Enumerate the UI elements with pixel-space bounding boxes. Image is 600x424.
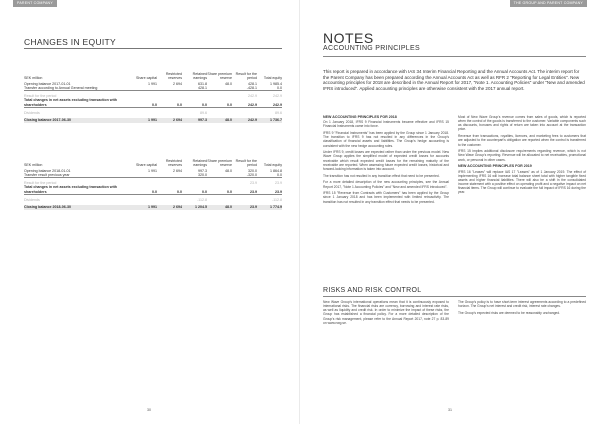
row-label: Total changes in net assets excluding transaction with shareholders (24, 98, 132, 107)
cell-value: 242.9 (232, 118, 257, 122)
cell-value: 23.9 (232, 185, 257, 194)
table-row (24, 98, 282, 107)
header-tag: THE GROUP AND PARENT COMPANY (510, 0, 587, 7)
cell-value: 0.0 (207, 98, 232, 107)
accounting-principles-heading: ACCOUNTING PRINCIPLES (323, 45, 420, 52)
paragraph: Most of New Wave Group's revenue comes from sales of goods, which is reported when the control of the goods is transferred to the customer. Variable components such as discounts, bonuses and rights of return are taken into account at the transaction price. (458, 115, 586, 132)
cell-value: -320.0 (232, 173, 257, 178)
row-label: Closing balance 2018-06-30 (24, 205, 132, 209)
subtitle-divider (323, 56, 586, 57)
cell-value: 23.9 (257, 185, 282, 194)
page-number: 31 (448, 408, 452, 412)
table-row (24, 118, 282, 122)
cell-value: 0.0 (182, 98, 207, 107)
cell-value: 1 991 (132, 118, 157, 122)
notes-column-left (323, 115, 449, 206)
risk-column-left (323, 300, 449, 328)
paragraph: IFRS 16 "Leases" will replace IAS 17 "Leases" as of 1 January 2019. The effect of implementing IFRS 16 will increase total balance sheet total with higher tangible fixed assets and higher financial liabilities. There will also be a shift in the consolidated income statement with a positive effect on operating profit and a negative impact on net financial items. The Group will continue to evaluate the full impact of IFRS 16 during the year. (458, 169, 586, 195)
cell-value: 23.9 (250, 181, 257, 186)
cell-value: 631.8 (198, 81, 207, 86)
cell-value: 0.0 (257, 86, 282, 91)
cell-value: 997.3 (182, 118, 207, 122)
cell-value: 997.3 (198, 168, 207, 173)
column-header: Total equity (263, 163, 282, 168)
cell-value: 48.0 (225, 168, 232, 173)
column-header: Retained earnings (192, 159, 207, 168)
paragraph: On 1 January 2018, IFRS 9 Financial Instruments became effective and IFRS 15 Financial Instruments came into force. (323, 120, 449, 129)
page-title: CHANGES IN EQUITY (24, 37, 117, 47)
cell-value: 48.0 (207, 205, 232, 209)
cell-value: 89.6 (275, 111, 282, 116)
equity-table-2018 (24, 159, 282, 210)
paragraph: Under IFRS 9, credit losses are expected rather than under the previous model. New Wave Group applies the simplified model of expected credit losses for accounts receivable which result expected credit losses for the remaining maturity of the receivable are reported. When assessing future expected credit losses, historical and forward-looking information is taken into account. (323, 150, 449, 171)
risk-heading: RISKS AND RISK CONTROL (323, 287, 422, 294)
risk-divider (323, 296, 586, 297)
column-header: Retained earnings (192, 72, 207, 81)
column-header: Share capital (136, 163, 157, 168)
cell-value: 1 991 (148, 81, 157, 86)
notes-title: NOTES (323, 30, 374, 46)
cell-value: 320.0 (248, 168, 257, 173)
paragraph: IFRS 15 "Revenue from Contracts with Customers" has been applied by the Group since 1 January 2018 and has been implemented with limited retroactivity. The transition has not resulted in any transition effect that needs to be presented. (323, 191, 449, 204)
cell-value: 428.1 (182, 86, 207, 91)
cell-value: 0.0 (157, 98, 182, 107)
cell-value: 0.0 (157, 185, 182, 194)
table-row (24, 185, 282, 194)
cell-value: 1 774.9 (257, 205, 282, 209)
paragraph: For a more detailed description of the new accounting principles, see the Annual Report 2017, "Note 1 Accounting Policies" and "New and amended IFRS introduced". (323, 180, 449, 189)
paragraph: IFRS 9 "Financial Instruments" has been applied by the Group since 1 January 2018. The transition to IFRS 9 has not resulted in any differences in the Group's classification of financial assets and liabilities. The Group's hedge accounting is consistent with the new hedge accounting rules. (323, 131, 449, 148)
row-label: Closing balance 2017-06-30 (24, 118, 132, 122)
title-divider (24, 48, 282, 49)
cell-value: 320.0 (182, 173, 207, 178)
column-header: Restricted reserves (165, 72, 182, 81)
cell-value: 1 991 (148, 168, 157, 173)
notes-column-right (458, 115, 586, 197)
paragraph: IFRS 15 implies additional disclosure requirements regarding revenue, which is not New Wave Group's reporting. Revenue will be allocated to net receivables, promotional work, or personal in other cases. (458, 149, 586, 162)
page-number: 30 (147, 408, 151, 412)
right-page (300, 0, 600, 424)
cell-value: 0.0 (257, 173, 282, 178)
row-label: Opening balance 2017-01-01 (24, 81, 71, 86)
paragraph: The transition has not resulted in any transition effect that need to be presented. (323, 173, 440, 178)
cell-value: 89.6 (200, 111, 207, 116)
cell-value: 2 694 (157, 205, 182, 209)
row-label: Dividends (24, 198, 40, 203)
risk-paragraph: The Group's policy is to have short-term interest agreements according to a predefined horizon. The Group's net interest and credit risk, interest rate changes. (458, 300, 586, 309)
row-label: Transfer result previous year (24, 173, 132, 178)
cell-value: 0.0 (132, 185, 157, 194)
cell-value: 242.9 (257, 98, 282, 107)
cell-value: 1 991 (132, 205, 157, 209)
cell-value: 1 864.8 (270, 168, 282, 173)
column-header: Result for the period (235, 159, 257, 168)
cell-value: 1 204.5 (182, 205, 207, 209)
row-label: Result for the period (24, 94, 57, 99)
risk-paragraph: New Wave Group's international operations mean that it is continuously exposed to international risks. The financial risks are currency, borrowing and interest rate risks, as well as liquidity and credit risk. In order to minimize the impact of these risks, the Group has established a financial policy. For a more detailed description of the Group's risk management, please refer to the Annual Report 2017, note 27 p. 83-89 on www.nwg.se. (323, 300, 449, 325)
row-label: Opening balance 2018-01-01 (24, 168, 71, 173)
cell-value: 242.9 (273, 94, 282, 99)
cell-value: 48.0 (225, 81, 232, 86)
section-heading: NEW ACCOUNTING PRINCIPLES FOR 2019 (458, 164, 532, 169)
cell-value: 428.1 (248, 81, 257, 86)
cell-value: -428.1 (232, 86, 257, 91)
cell-value: 48.0 (207, 118, 232, 122)
column-header: Restricted reserves (165, 159, 182, 168)
cell-value: 242.9 (248, 94, 257, 99)
cell-value: 242.9 (232, 98, 257, 107)
cell-value: -112.8 (197, 198, 207, 203)
risk-column-right (458, 300, 586, 318)
row-label: Dividends (24, 111, 40, 116)
cell-value: 0.0 (207, 185, 232, 194)
equity-table-2017 (24, 72, 282, 123)
column-header: Share premium reserve (207, 159, 232, 168)
paragraph: Revenue from transactions, royalties, licences, and marketing fees to customers that are adjusted to the counterpart's obligation are reported when the control is transferred to the customer. (458, 134, 586, 147)
cell-value: 23.9 (232, 205, 257, 209)
column-header: Result for the period (235, 72, 257, 81)
unit-label: SEK million (24, 76, 43, 81)
section-heading: NEW ACCOUNTING PRINCIPLES FOR 2018 (323, 115, 397, 119)
unit-label: SEK million (24, 163, 43, 168)
intro-paragraph: This report is prepared in accordance with IAS 34 Interim Financial Reporting and the Annual Accounts Act. The interim report for the Parent Company has been prepared according the Annual Accounts Act as well as RFR 2 "Reporting for Legal Entities". New accounting principles for 2018 are described in the Annual Report for 2017, "Note 1. Accounting Policies" under "New and amended IFRS introduced". Applied accounting principles are otherwise consistent with the 2017 annual report. (323, 69, 585, 91)
cell-value: 2 694 (173, 81, 182, 86)
table-row (24, 205, 282, 209)
cell-value: 23.9 (275, 181, 282, 186)
cell-value: 2 694 (157, 118, 182, 122)
cell-value: 0.0 (132, 98, 157, 107)
cell-value: 1 985.4 (270, 81, 282, 86)
cell-value: 1 736.7 (257, 118, 282, 122)
column-header: Share capital (136, 76, 157, 81)
column-header: Total equity (263, 76, 282, 81)
row-label: Total changes in net assets excluding transaction with shareholders (24, 185, 132, 194)
row-label: Transfer according to Annual General meeting (24, 86, 132, 91)
risk-paragraph: The Group's expected risks are deemed to be reasonably unchanged. (458, 310, 560, 315)
cell-value: 0.0 (182, 185, 207, 194)
cell-value: 2 694 (173, 168, 182, 173)
cell-value: -112.8 (272, 198, 282, 203)
row-label: Result for the period (24, 181, 57, 186)
header-tag: PARENT COMPANY (13, 0, 57, 7)
column-header: Share premium reserve (207, 72, 232, 81)
